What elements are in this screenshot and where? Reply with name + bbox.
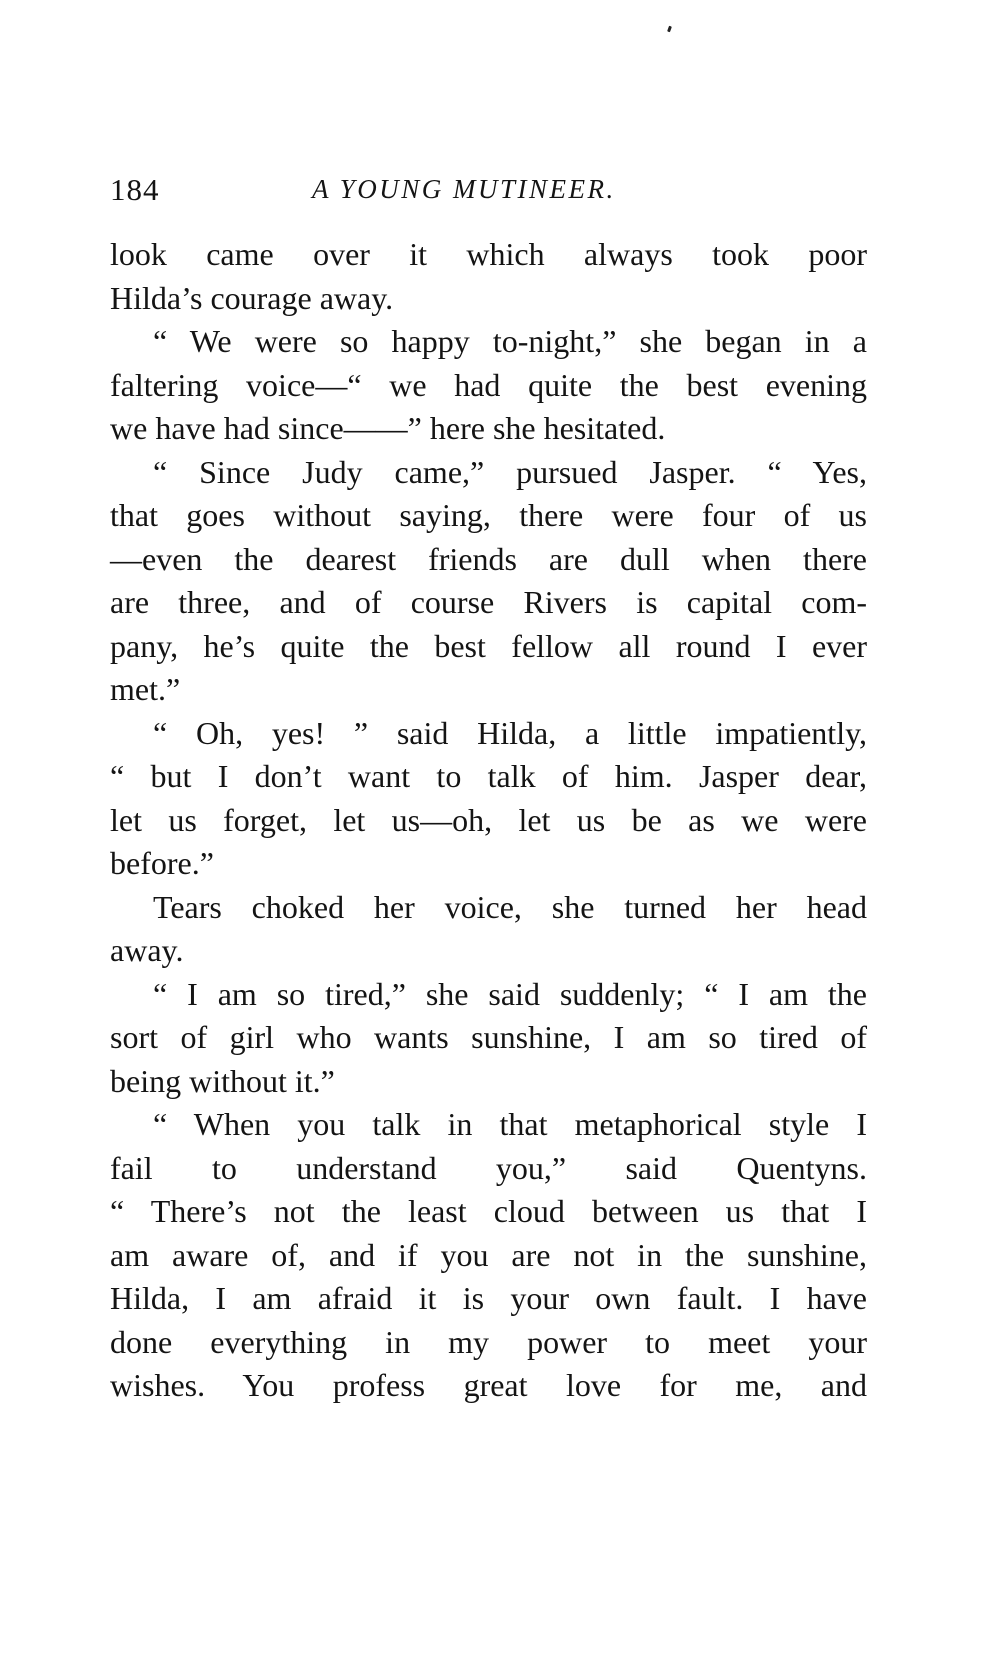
text-line: “ When you talk in that metaphorical style I: [153, 1106, 867, 1142]
text-line: sort of girl who wants sunshine, I am so tired of: [110, 1019, 867, 1055]
text-line: Hilda, I am afraid it is your own fault. I have: [110, 1280, 867, 1316]
text-line: away.: [110, 932, 184, 968]
text-line: let us forget, let us—oh, let us be as we were: [110, 801, 867, 838]
text-line: “ There’s not the least cloud between us that I: [110, 1193, 867, 1229]
text-line: we have had since——” here she hesitated.: [110, 410, 666, 446]
text-line: being without it.”: [110, 1062, 335, 1099]
running-title: A YOUNG MUTINEER.: [312, 174, 616, 204]
body-text: [110, 233, 867, 1408]
text-line: —even the dearest friends are dull when there: [110, 540, 867, 577]
ink-speck: [667, 26, 672, 33]
text-line: “ We were so happy to-night,” she began in a: [153, 323, 867, 359]
text-line: am aware of, and if you are not in the sunshine,: [110, 1236, 867, 1273]
running-head: [110, 172, 870, 212]
text-line: “ Oh, yes! ” said Hilda, a little impatiently,: [153, 714, 867, 751]
text-line: “ Since Judy came,” pursued Jasper. “ Yes,: [153, 453, 867, 490]
text-line: “ I am so tired,” she said suddenly; “ I am the: [153, 975, 867, 1012]
text-line: “ but I don’t want to talk of him. Jasper dear,: [110, 758, 867, 794]
text-line: look came over it which always took poor: [110, 236, 867, 272]
text-line: met.”: [110, 671, 181, 707]
text-line: that goes without saying, there were four of us: [110, 497, 867, 533]
text-line: Hilda’s courage away.: [110, 279, 394, 316]
text-line: Tears choked her voice, she turned her head: [153, 888, 867, 925]
text-line: pany, he’s quite the best fellow all round I ever: [110, 627, 867, 664]
text-line: before.”: [110, 845, 214, 881]
text-line: faltering voice—“ we had quite the best evening: [110, 366, 867, 403]
text-line: fail to understand you,” said Quentyns.: [110, 1149, 867, 1186]
text-line: wishes. You profess great love for me, and: [110, 1367, 867, 1403]
text-line: done everything in my power to meet your: [110, 1323, 867, 1360]
page-number: 184: [110, 172, 160, 207]
text-line: are three, and of course Rivers is capital com-: [110, 584, 867, 620]
